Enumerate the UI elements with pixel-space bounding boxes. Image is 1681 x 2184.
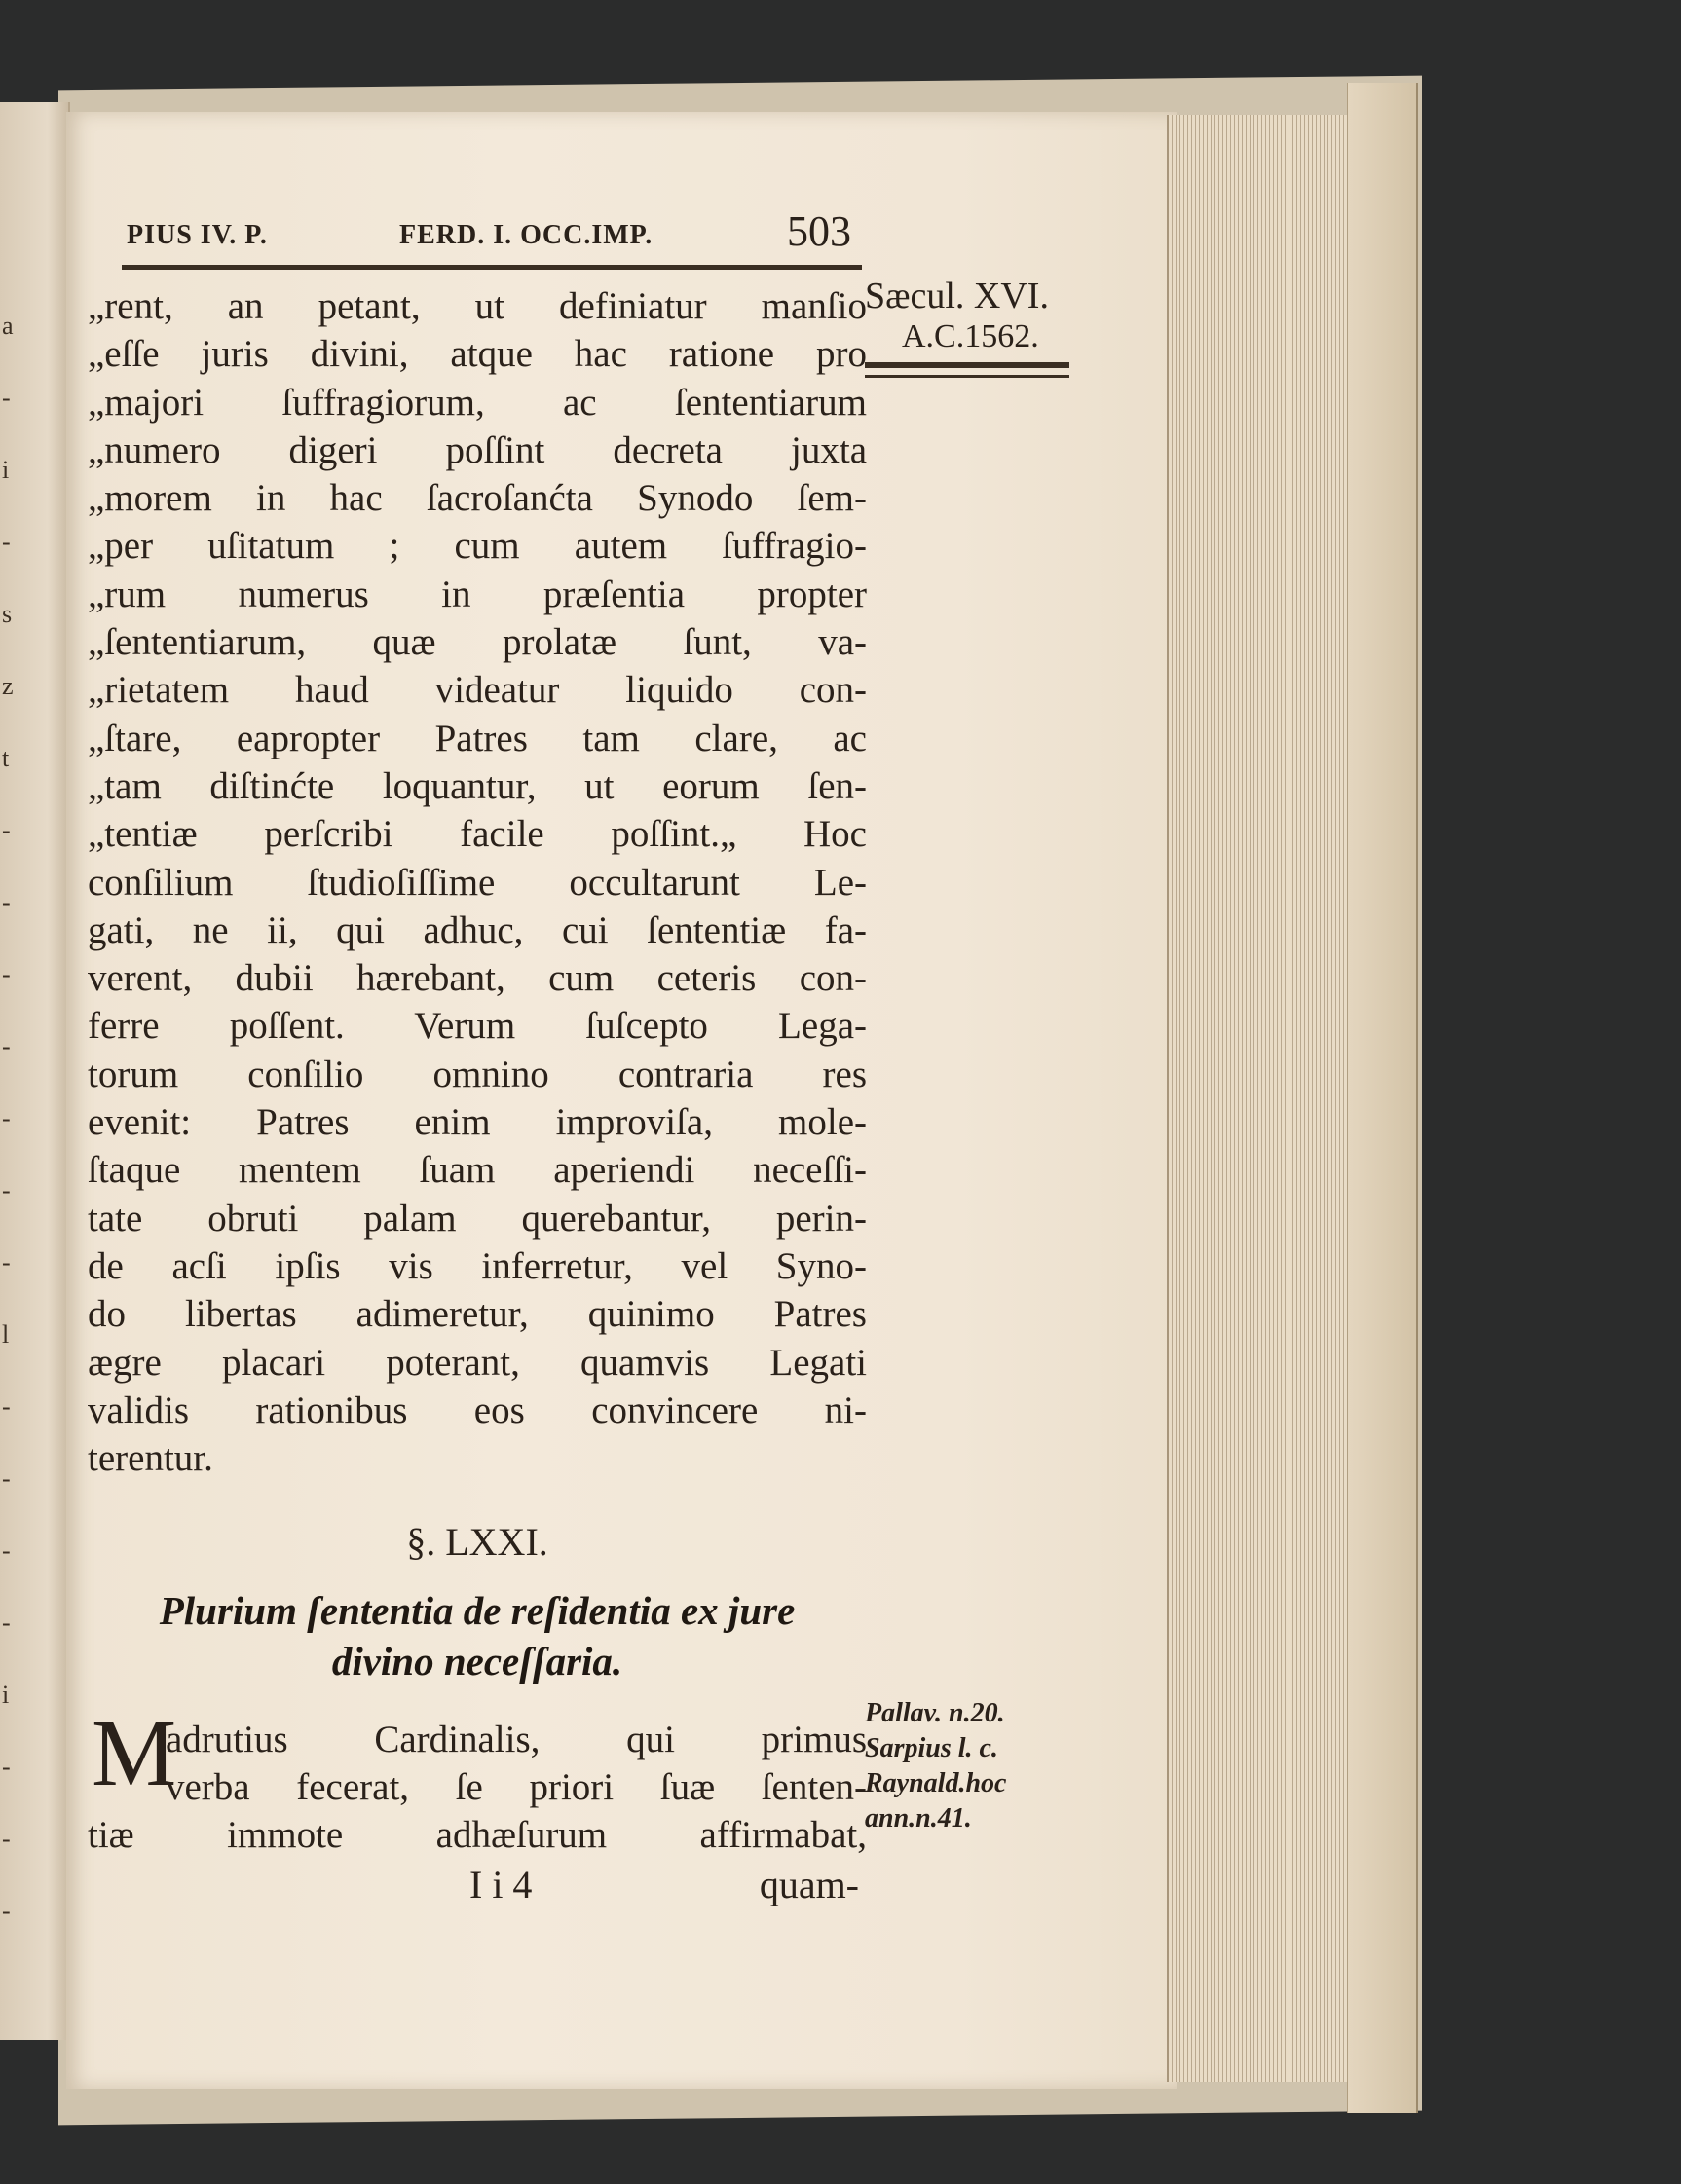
- running-head-pope: PIUS IV. P.: [127, 220, 268, 250]
- body-line: „tam diſtinćte loquantur, ut eorum ſen-: [88, 764, 867, 807]
- body-line: tate obruti palam querebantur, perin-: [88, 1197, 867, 1240]
- marginal-rule-thin: [865, 375, 1069, 378]
- left-page-edge-char: -: [2, 1176, 11, 1204]
- body-line: „ſententiarum, quæ prolatæ ſunt, va-: [88, 621, 867, 664]
- left-page-edge-char: -: [2, 888, 11, 916]
- left-page-edge-char: -: [2, 1104, 11, 1132]
- body-text: [88, 282, 867, 1482]
- left-page-edge-char: -: [2, 1032, 11, 1060]
- left-page-edge-char: t: [2, 744, 10, 772]
- body-line: gati, ne ii, qui adhuc, cui ſententiæ fa-: [88, 908, 867, 951]
- section-number: §. LXXI.: [406, 1520, 548, 1564]
- left-page-edge-char: -: [2, 528, 11, 556]
- marginal-rule-thick: [865, 362, 1069, 368]
- left-page-edge-char: -: [2, 384, 11, 412]
- body-line: „rum numerus in præſentia propter: [88, 573, 867, 615]
- body-line: „ſtare, eapropter Patres tam clare, ac: [88, 717, 867, 759]
- marginal-reference: Raynald.hoc: [865, 1768, 1007, 1798]
- left-page-edge-char: -: [2, 1825, 11, 1853]
- catch-line: [88, 1862, 867, 1910]
- left-page-edge-char: i: [2, 1681, 10, 1709]
- final-line-3: tiæ immote adhæſurum affirmabat,: [88, 1814, 867, 1856]
- final-line-1: adrutius Cardinalis, qui primus: [166, 1719, 867, 1760]
- marginal-date-note: [865, 275, 1074, 378]
- body-line: „rent, an petant, ut definiatur manſio: [88, 285, 867, 327]
- left-page-edge-char: -: [2, 1609, 11, 1637]
- section-title: [88, 1585, 867, 1686]
- left-page-edge-char: a: [2, 312, 14, 340]
- running-head-emperor: FERD. I. OCC.IMP.: [399, 220, 654, 250]
- marginal-century: Sæcul. XVI.: [865, 276, 1049, 316]
- left-page-edge-char: -: [2, 1248, 11, 1277]
- left-page-edge: [0, 102, 70, 2040]
- left-page-edge-char: -: [2, 1464, 11, 1493]
- marginal-reference: Pallav. n.20.: [865, 1698, 1005, 1728]
- marginal-year: A.C.1562.: [902, 318, 1039, 354]
- left-page-edge-char: -: [2, 816, 11, 844]
- marginal-reference: ann.n.41.: [865, 1803, 972, 1833]
- body-line: do libertas adimeretur, quinimo Patres: [88, 1293, 867, 1336]
- body-line: „eſſe juris divini, atque hac ratione pro: [88, 333, 867, 376]
- left-page-edge-char: -: [2, 1897, 11, 1925]
- body-line: „morem in hac ſacroſanćta Synodo ſem-: [88, 477, 867, 520]
- left-page-edge-char: -: [2, 1753, 11, 1781]
- body-line: verent, dubii hærebant, cum ceteris con-: [88, 957, 867, 1000]
- left-page-edge-char: z: [2, 672, 14, 700]
- body-line: evenit: Patres enim improviſa, mole-: [88, 1101, 867, 1144]
- left-page-edge-char: l: [2, 1320, 10, 1349]
- body-line: conſilium ſtudioſiſſime occultarunt Le-: [88, 861, 867, 904]
- drop-cap: M: [92, 1701, 177, 1806]
- body-line: „majori ſuffragiorum, ac ſententiarum: [88, 381, 867, 424]
- left-page-edge-char: -: [2, 960, 11, 988]
- body-line: torum conſilio omnino contraria res: [88, 1053, 867, 1095]
- header-rule: [122, 265, 862, 270]
- body-line: „rietatem haud videatur liquido con-: [88, 669, 867, 712]
- page-block-edges: [1167, 115, 1349, 2082]
- running-header: [127, 206, 857, 265]
- left-page-edge-char: s: [2, 600, 13, 628]
- body-line: de acſi ipſis vis inferretur, vel Syno-: [88, 1244, 867, 1287]
- catchword: quam-: [759, 1863, 859, 1906]
- final-line-2: verba fecerat, ſe priori ſuæ ſenten-: [166, 1766, 867, 1808]
- final-paragraph: [88, 1716, 867, 1859]
- body-line: „tentiæ perſcribi facile poſſint.„ Hoc: [88, 813, 867, 856]
- section-title-line-2: divino neceſſaria.: [331, 1639, 623, 1684]
- body-line: ferre poſſent. Verum ſuſcepto Lega-: [88, 1005, 867, 1048]
- body-line: ægre placari poterant, quamvis Legati: [88, 1341, 867, 1384]
- left-page-edge-char: -: [2, 1392, 11, 1421]
- cover-right-edge: [1347, 83, 1418, 2113]
- marginal-references: [865, 1696, 1089, 1836]
- body-line: „per uſitatum ; cum autem ſuffragio-: [88, 525, 867, 568]
- body-line: „numero digeri poſſint decreta juxta: [88, 428, 867, 471]
- signature-mark: I i 4: [469, 1863, 533, 1906]
- body-line: validis rationibus eos convincere ni-: [88, 1388, 867, 1431]
- body-line: terentur.: [88, 1437, 213, 1480]
- body-line: ſtaque mentem ſuam aperiendi neceſſi-: [88, 1149, 867, 1192]
- marginal-reference: Sarpius l. c.: [865, 1733, 998, 1763]
- section-title-line-1: Plurium ſententia de reſidentia ex jure: [159, 1588, 796, 1633]
- page-number: 503: [787, 207, 851, 255]
- left-page-edge-char: -: [2, 1536, 11, 1565]
- left-page-edge-char: i: [2, 456, 10, 484]
